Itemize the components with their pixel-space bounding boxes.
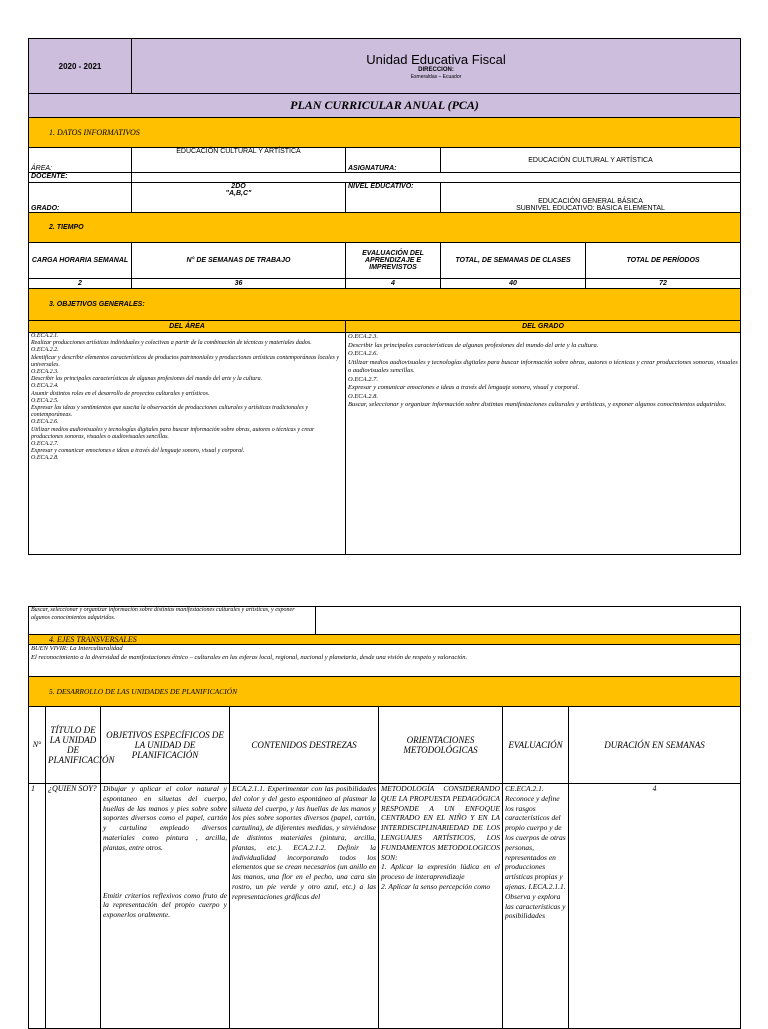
time-value-weekly-hours: 2 <box>29 279 132 289</box>
unit-objective-1: Dibujar y aplicar el color natural y espontaneo en siluetas del cuerpo, huellas de las manos y pies sobre sobre soportes diversos como el papel, cartón y cartulina empleado diversos materiales como pintura , arcilla, plantas, entre otros. <box>103 784 227 852</box>
level-value <box>441 183 741 213</box>
plan-title: PLAN CURRICULAR ANUAL (PCA) <box>29 94 741 118</box>
grade-objective-item: Describir las principales características de algunas profesiones del mundo del arte y la cultura. <box>348 341 599 349</box>
location-label: Esmeraldas – Ecuador <box>410 74 462 80</box>
section-2-title: 2. TIEMPO <box>29 213 741 243</box>
grade-objective-item: O.ECA.2.8. <box>348 392 378 400</box>
area-objective-item: O.ECA.2.2. <box>31 347 59 354</box>
pca-table-page-2-top <box>28 606 741 707</box>
teacher-value <box>132 173 741 183</box>
grade-objective-item: O.ECA.2.6. <box>348 350 378 357</box>
unit-row-evaluation: CE.ECA.2.1. Reconoce y define los rasgos característicos del propio cuerpo y de los cuerpos de otras personas, representados en producciones artísticas propias y ajenas. I.ECA.2.1.1. Observa y explora las características y posibilidades <box>503 784 569 1029</box>
area-objective-item: Describir las principales características de algunas profesiones del mundo del arte y la cultura. <box>31 376 263 383</box>
time-header-work-weeks: N° DE SEMANAS DE TRABAJO <box>132 243 346 279</box>
area-objectives-list <box>29 333 346 555</box>
time-value-total-periods: 72 <box>586 279 741 289</box>
teacher-label: DOCENTE: <box>29 173 132 183</box>
time-header-evaluation: EVALUACIÓN DEL APRENDIZAJE E IMPREVISTOS <box>346 243 441 279</box>
grade-objective-item: Utilizar medios audiovisuales y tecnologías digitales para buscar información sobre obras, autores o técnicas y crear producciones sonoras, visuales o audiovisuales sencillas. <box>348 358 738 374</box>
direction-label: DIRECCION: <box>418 67 454 73</box>
time-value-evaluation: 4 <box>346 279 441 289</box>
subject-value: EDUCACIÓN CULTURAL Y ARTÍSTICA <box>441 148 741 173</box>
units-header-num: N° <box>29 707 46 784</box>
grade-value-sections: "A,B,C" <box>225 190 252 197</box>
units-header-orientations: ORIENTACIONES METODOLÓGICAS <box>379 707 503 784</box>
area-objective-item: Expresar las ideas y sentimientos que suscita la observación de producciones culturales y artísticas tradicionales y contemporáneas. <box>31 405 309 419</box>
area-objectives-continued: Buscar, seleccionar y organizar información sobre distintas manifestaciones culturales y artísticas, y exponer algunos conocimientos adquiridos. <box>29 607 316 635</box>
area-objectives-header: DEL ÁREA <box>29 321 346 333</box>
area-objective-item: O.ECA.2.8. <box>31 455 59 462</box>
unit-row-orientations <box>379 784 503 1029</box>
time-header-weekly-hours: CARGA HORARIA SEMANAL <box>29 243 132 279</box>
grade-objective-item: O.ECA.2.7. <box>348 375 378 383</box>
time-value-work-weeks: 36 <box>132 279 346 289</box>
area-objective-item: Asumir distintos roles en el desarrollo de proyectos culturales y artísticos. <box>31 390 210 397</box>
area-objective-item: O.ECA.2.5. <box>31 397 59 404</box>
level-value-1: EDUCACIÓN GENERAL BÁSICA <box>538 198 643 205</box>
unit-row-objectives <box>101 784 230 1029</box>
grade-objectives-list <box>346 333 741 555</box>
units-header-objectives: OBJETIVOS ESPECÍFICOS DE LA UNIDAD DE PLANIFICACIÓN <box>101 707 230 784</box>
grade-objective-item: Expresar y comunicar emociones e ideas a través del lenguaje sonoro, visual y corporal. <box>348 384 580 391</box>
orientation-step-1: 1. Aplicar la expresión lúdica en el proceso de interaprendizaje <box>381 862 500 882</box>
area-objective-item: Realizar producciones artísticas individuales y colectivas a partir de la combinación de técnicas y materiales dados. <box>31 340 312 347</box>
page-break <box>0 580 768 606</box>
time-value-total-weeks: 40 <box>441 279 586 289</box>
school-year: 2020 - 2021 <box>29 39 132 94</box>
section-3-title: 3. OBJETIVOS GENERALES: <box>29 289 741 321</box>
area-objective-item: Expresar y comunicar emociones e ideas a través del lenguaje sonoro, visual y corporal. <box>31 448 245 455</box>
unit-row-title: ¿QUIEN SOY? <box>46 784 101 1029</box>
orientation-intro: METODOLOGÍA CONSIDERANDO QUE LA PROPUESTA PEDAGÓGICA RESPONDE A UN ENFOQUE CENTRADO EN EL NIÑO Y EN LA INTERDISCIPLINARIEDAD DE LOS LENGUAJES ARTÍSTICOS, LOS FUNDAMENTOS METODOLOGICOS SON: <box>381 784 500 862</box>
section-4-content <box>29 645 741 677</box>
level-value-2: SUBNIVEL EDUCATIVO: BÁSICA ELEMENTAL <box>516 205 665 212</box>
area-objective-item: O.ECA.2.4. <box>31 383 59 390</box>
grade-label: GRADO: <box>29 183 132 213</box>
area-objective-item: O.ECA.2.6. <box>31 419 59 426</box>
section-4-title: 4. EJES TRANSVERSALES <box>29 635 741 645</box>
unit-row-contents: ECA.2.1.1. Experimentar con las posibilidades del color y del gesto espontáneo al plasmar la silueta del cuerpo, y las huellas de las manos y los pies sobre soportes diversos (papel, cartón, cartulina), de diferentes medidas, y sirviéndose de distintos materiales (pintura, arcilla, plantas, etc.). ECA.2.1.2. Definir la individualidad incorporando todos los elementos que se crean necesarios (un anillo en las manos, una flor en el pecho, una cara sin rostro, un pie verde y otro azul, etc.) a las representaciones gráficas del <box>230 784 379 1029</box>
units-table <box>28 706 741 1029</box>
grade-objective-item: O.ECA.2.3. <box>348 333 378 340</box>
area-objective-item: O.ECA.2.1. <box>31 333 59 339</box>
area-objective-item: O.ECA.2.7. <box>31 441 59 448</box>
buen-vivir-text: BUEN VIVIR: La Interculturalidad <box>31 645 123 652</box>
area-objective-item: O.ECA.2.3. <box>31 369 59 376</box>
units-header-title: TÍTULO DE LA UNIDAD DE PLANIFICACIÓN <box>46 707 101 784</box>
time-header-total-weeks: TOTAL, DE SEMANAS DE CLASES <box>441 243 586 279</box>
transversal-description: El reconocimiento a la diversidad de manifestaciones étnico – culturales en las esferas local, regional, nacional y planetaria, desde una visión de respeto y valoración. <box>31 653 468 661</box>
page-2 <box>0 606 768 1024</box>
area-objective-item: Utilizar medios audiovisuales y tecnologías digitales para buscar información sobre obras, autores o técnicas y crear producciones sonoras, visuales o audiovisuales sencillas. <box>31 426 315 440</box>
grade-objective-item: Buscar, seleccionar y organizar información sobre distintas manifestaciones culturales y artísticas, y exponer algunos conocimientos adquiridos. <box>348 401 727 408</box>
unit-row-num: 1 <box>29 784 46 1029</box>
subject-label: ASIGNATURA: <box>346 148 441 173</box>
institution-name: Unidad Educativa Fiscal <box>366 52 506 67</box>
units-header-duration: DURACIÓN EN SEMANAS <box>569 707 741 784</box>
pca-table-page-1 <box>28 38 741 555</box>
time-header-total-periods: TOTAL DE PERÍODOS <box>586 243 741 279</box>
unit-row-duration: 4 <box>569 784 741 1029</box>
area-objective-item: Identificar y describir elementos característicos de productos patrimoniales y producciones artísticas contemporáneas locales y universales. <box>31 354 340 368</box>
section-5-title: 5. DESARROLLO DE LAS UNIDADES DE PLANIFICACIÓN <box>29 677 741 707</box>
unit-objective-2: Emitir criterios reflexivos como fruto de la representación del propio cuerpo y exponerlos oralmente. <box>103 890 227 920</box>
grade-objectives-continued <box>316 607 741 635</box>
grade-value <box>132 183 346 213</box>
units-header-evaluation: EVALUACIÓN <box>503 707 569 784</box>
area-label: ÁREA: <box>29 148 132 173</box>
units-header-contents: CONTENIDOS DESTREZAS <box>230 707 379 784</box>
grade-value-level: 2DO <box>231 183 246 190</box>
area-value: EDUCACIÓN CULTURAL Y ARTÍSTICA <box>132 148 346 173</box>
grade-objectives-header: DEL GRADO <box>346 321 741 333</box>
level-label: NIVEL EDUCATIVO: <box>346 183 441 213</box>
institution-header <box>132 39 741 94</box>
orientation-step-2: 2. Aplicar la senso percepción como <box>381 881 491 891</box>
section-1-title: 1. DATOS INFORMATIVOS <box>29 118 741 148</box>
